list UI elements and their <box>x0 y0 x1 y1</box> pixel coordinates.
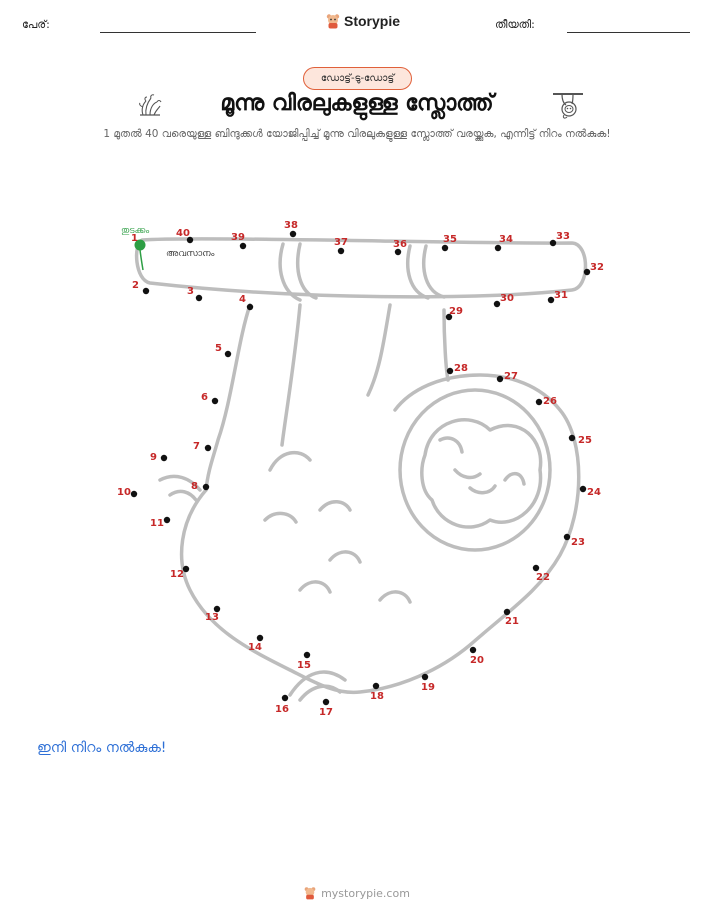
dot-number-18: 18 <box>370 691 384 702</box>
name-label: പേര്: <box>22 18 50 31</box>
dot-number-19: 19 <box>421 682 435 693</box>
start-label: തുടക്കം <box>121 226 150 236</box>
dot-11[interactable] <box>164 517 170 523</box>
dot-3[interactable] <box>196 295 202 301</box>
dot-38[interactable] <box>290 231 296 237</box>
dot-number-31: 31 <box>554 290 568 301</box>
dot-39[interactable] <box>240 243 246 249</box>
dot-number-7: 7 <box>193 441 200 452</box>
dot-number-35: 35 <box>443 234 457 245</box>
activity-badge: ഡോട്ട്-ടു-ഡോട്ട് <box>303 67 412 90</box>
dot-37[interactable] <box>338 248 344 254</box>
dot-number-20: 20 <box>470 655 484 666</box>
dot-15[interactable] <box>304 652 310 658</box>
dot-number-13: 13 <box>205 612 219 623</box>
dot-number-27: 27 <box>504 371 518 382</box>
dot-19[interactable] <box>422 674 428 680</box>
dot-number-29: 29 <box>449 306 463 317</box>
bear-mascot-small-icon <box>304 886 316 900</box>
dot-27[interactable] <box>497 376 503 382</box>
dot-number-28: 28 <box>454 363 468 374</box>
dot-number-11: 11 <box>150 518 164 529</box>
dot-17[interactable] <box>323 699 329 705</box>
dot-14[interactable] <box>257 635 263 641</box>
dot-number-33: 33 <box>556 231 570 242</box>
dot-9[interactable] <box>161 455 167 461</box>
dot-22[interactable] <box>533 565 539 571</box>
dot-number-10: 10 <box>117 487 131 498</box>
dot-number-14: 14 <box>248 642 262 653</box>
dot-number-32: 32 <box>590 262 604 273</box>
dot-number-16: 16 <box>275 704 289 715</box>
dot-number-1: 1 <box>131 233 138 244</box>
dot-26[interactable] <box>536 399 542 405</box>
dot-number-25: 25 <box>578 435 592 446</box>
dot-16[interactable] <box>282 695 288 701</box>
dot-number-22: 22 <box>536 572 550 583</box>
dot-18[interactable] <box>373 683 379 689</box>
dot-35[interactable] <box>442 245 448 251</box>
sloth-outline <box>137 239 586 700</box>
dot-number-6: 6 <box>201 392 208 403</box>
end-label: അവസാനം <box>166 249 215 259</box>
dot-number-30: 30 <box>500 293 514 304</box>
dot-28[interactable] <box>447 368 453 374</box>
dot-number-3: 3 <box>187 286 194 297</box>
dot-2[interactable] <box>143 288 149 294</box>
dot-6[interactable] <box>212 398 218 404</box>
footer <box>0 886 714 900</box>
dot-21[interactable] <box>504 609 510 615</box>
brand-name: Storypie <box>344 13 401 29</box>
dot-4[interactable] <box>247 304 253 310</box>
dot-number-36: 36 <box>393 239 407 250</box>
dot-number-4: 4 <box>239 294 246 305</box>
dot-number-9: 9 <box>150 452 157 463</box>
dot-20[interactable] <box>470 647 476 653</box>
date-label: തീയതി: <box>495 18 535 31</box>
dot-8[interactable] <box>203 484 209 490</box>
dot-number-39: 39 <box>231 232 245 243</box>
dot-number-24: 24 <box>587 487 601 498</box>
dot-number-17: 17 <box>319 707 333 718</box>
dot-23[interactable] <box>564 534 570 540</box>
dot-number-37: 37 <box>334 237 348 248</box>
dot-number-26: 26 <box>543 396 557 407</box>
dot-number-40: 40 <box>176 228 190 239</box>
dot-10[interactable] <box>131 491 137 497</box>
dot-number-12: 12 <box>170 569 184 580</box>
dot-7[interactable] <box>205 445 211 451</box>
dot-number-34: 34 <box>499 234 513 245</box>
footer-url[interactable]: mystorypie.com <box>321 886 410 900</box>
dot-34[interactable] <box>495 245 501 251</box>
dot-5[interactable] <box>225 351 231 357</box>
color-prompt: ഇനി നിറം നൽകുക! <box>37 740 167 756</box>
dot-number-15: 15 <box>297 660 311 671</box>
dot-number-23: 23 <box>571 537 585 548</box>
instructions: 1 മുതൽ 40 വരെയുള്ള ബിന്ദുക്കൾ യോജിപ്പിച്ച് മൂന്നു വിരലുകളുള്ള സ്ലോത്ത് വരയ്ക്കുക, എന്നിട്ട് നിറം നൽകുക! <box>103 128 611 140</box>
dot-number-21: 21 <box>505 616 519 627</box>
dot-24[interactable] <box>580 486 586 492</box>
dot-number-8: 8 <box>191 481 198 492</box>
dot-number-5: 5 <box>215 343 222 354</box>
dot-number-2: 2 <box>132 280 139 291</box>
dot-number-38: 38 <box>284 220 298 231</box>
dot-25[interactable] <box>569 435 575 441</box>
page-title: മൂന്നു വിരലുകളുള്ള സ്ലോത്ത് <box>220 91 494 116</box>
